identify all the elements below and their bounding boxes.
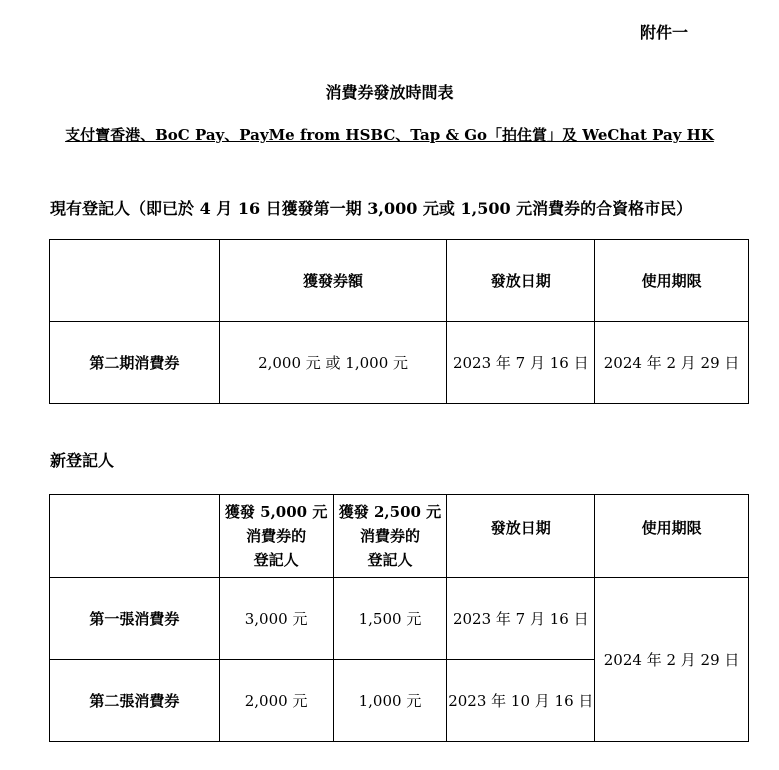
header-line: 登記人 [253, 551, 299, 569]
table-header-row [50, 240, 749, 322]
header-line: 獲發 5,000 元 [224, 503, 328, 521]
amount-cell: 2,000 元 或 1,000 元 [219, 322, 447, 404]
annex-label: 附件一 [640, 23, 689, 42]
table-header-cell [333, 495, 447, 578]
date-cell: 2023 年 10 月 16 日 [447, 660, 595, 742]
existing-registrants-table [49, 239, 749, 404]
date-cell: 2023 年 7 月 16 日 [447, 322, 595, 404]
row-label: 第一張消費券 [50, 578, 220, 660]
section-heading-existing: 現有登記人（即已於 4 月 16 日獲發第一期 3,000 元或 1,500 元消費券的合資格市民） [50, 199, 693, 218]
table-header-row [50, 495, 749, 578]
section-heading-new: 新登記人 [50, 451, 115, 470]
table-header-cell [50, 495, 220, 578]
row-label: 第二張消費券 [50, 660, 220, 742]
amount-cell: 1,000 元 [333, 660, 447, 742]
amount-cell: 3,000 元 [219, 578, 333, 660]
row-label: 第二期消費券 [50, 322, 220, 404]
table-row [50, 578, 749, 660]
amount-cell: 1,500 元 [333, 578, 447, 660]
expiry-cell: 2024 年 2 月 29 日 [595, 322, 749, 404]
table-header-cell: 發放日期 [447, 495, 595, 578]
new-registrants-table [49, 494, 749, 742]
table-header-cell: 獲發券額 [219, 240, 447, 322]
table-header-cell [219, 495, 333, 578]
header-line: 登記人 [367, 551, 413, 569]
header-line: 消費券的 [359, 527, 420, 545]
table-header-cell: 發放日期 [447, 240, 595, 322]
table-header-cell [50, 240, 220, 322]
header-line: 獲發 2,500 元 [338, 503, 442, 521]
amount-cell: 2,000 元 [219, 660, 333, 742]
date-cell: 2023 年 7 月 16 日 [447, 578, 595, 660]
page-title: 消費券發放時間表 [325, 83, 454, 102]
table-header-cell: 使用期限 [595, 240, 749, 322]
header-line: 消費券的 [246, 527, 307, 545]
table-row [50, 322, 749, 404]
table-header-cell: 使用期限 [595, 495, 749, 578]
expiry-cell: 2024 年 2 月 29 日 [595, 578, 749, 742]
page-subtitle: 支付寶香港、BoC Pay、PayMe from HSBC、Tap & Go「拍住賞」及 WeChat Pay HK [65, 126, 714, 144]
